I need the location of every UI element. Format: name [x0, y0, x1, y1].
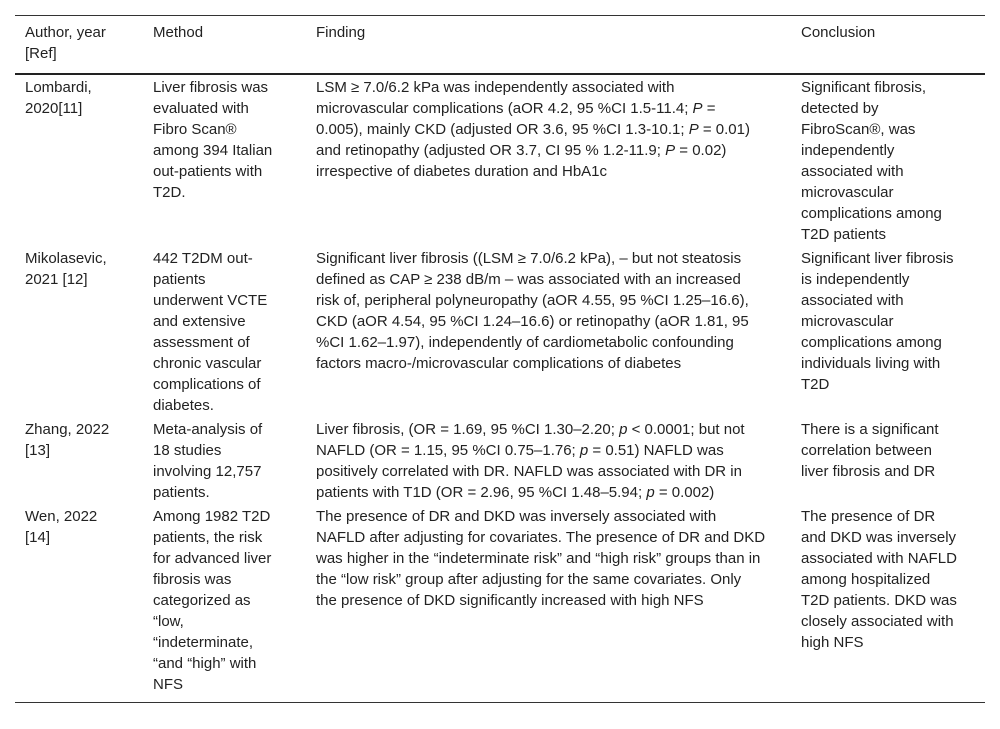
cell-conclusion: The presence of DR and DKD was inversely associated with NAFLD among hospitalized T2D patients. DKD was closely associated with high NFS — [801, 508, 957, 651]
table-header — [15, 16, 985, 75]
p-value-symbol: P — [665, 142, 676, 159]
finding-text: = 0.02) irrespective of diabetes duration and HbA1c — [316, 142, 727, 180]
header-finding: Finding — [316, 24, 366, 41]
header-method: Method — [153, 24, 204, 41]
header-conclusion: Conclusion — [801, 24, 876, 41]
finding-text: = 0.01) and retinopathy (adjusted OR 3.7, CI 95 % 1.2-11.9; — [316, 121, 750, 159]
cell-author: Lombardi, 2020[11] — [25, 79, 92, 117]
finding-text: = 0.002) — [654, 484, 715, 501]
finding-text: = 0.51) NAFLD was positively correlated with DR. NAFLD was associated with DR in patients with T1D (OR = 2.96, 95 %CI 1.48–5.94; — [316, 442, 742, 501]
p-value-symbol: p — [579, 442, 589, 459]
cell-finding — [316, 247, 801, 418]
p-value-symbol: P — [692, 100, 703, 117]
studies-table — [15, 15, 985, 703]
p-value-symbol: p — [619, 421, 628, 438]
cell-method: 442 T2DM out-patients underwent VCTE and extensive assessment of chronic vascular complications of diabetes. — [153, 250, 268, 414]
cell-conclusion: Significant liver fibrosis is independently associated with microvascular complications among individuals living with T2D — [801, 250, 954, 393]
studies-table-container — [15, 15, 985, 703]
table-body — [15, 74, 985, 703]
finding-text: = 0.005), mainly CKD (adjusted OR 3.6, 95 %CI 1.3-10.1; — [316, 100, 716, 138]
cell-finding — [316, 74, 801, 247]
finding-text: LSM ≥ 7.0/6.2 kPa was independently associated with microvascular complications (aOR 4.2, 95 %CI 1.5-11.4; — [316, 79, 693, 117]
cell-author: Mikolasevic, 2021 [12] — [25, 250, 107, 288]
cell-author: Wen, 2022 [14] — [25, 508, 98, 546]
header-row — [15, 16, 985, 75]
finding-text: < 0.0001; but not NAFLD (OR = 1.15, 95 %CI 0.75–1.76; — [316, 421, 745, 459]
finding-text: Liver fibrosis, (OR = 1.69, 95 %CI 1.30–2.20; — [316, 421, 620, 438]
finding-text: The presence of DR and DKD was inversely associated with NAFLD after adjusting for covariates. The presence of DR and DKD was higher in the “indeterminate risk” and “high risk” groups than in the “low risk” group after adjusting for the same covariates. Only the presence of DKD significantly increased with high NFS — [316, 508, 766, 609]
p-value-symbol: p — [646, 484, 655, 501]
cell-finding — [316, 418, 801, 505]
p-value-symbol: P — [688, 121, 699, 138]
table-row — [15, 418, 985, 505]
table-row — [15, 247, 985, 418]
header-author: Author, year [Ref] — [25, 24, 106, 62]
cell-conclusion: There is a significant correlation between liver fibrosis and DR — [801, 421, 939, 480]
cell-method: Among 1982 T2D patients, the risk for advanced liver fibrosis was categorized as “low, “indeterminate, “and “high” with NFS — [153, 508, 272, 693]
cell-method: Meta-analysis of 18 studies involving 12,757 patients. — [153, 421, 263, 501]
table-row — [15, 505, 985, 703]
finding-text: Significant liver fibrosis ((LSM ≥ 7.0/6.2 kPa), – but not steatosis defined as CAP ≥ 238 dB/m – was associated with an increased risk of, peripheral polyneuropathy (aOR 4.55, 95 %CI 1.25–16.6), CKD (aOR 4.54, 95 %CI 1.24–16.6) or retinopathy (aOR 1.81, 95 %CI 1.62–1.97), independently of cardiometabolic confounding factors macro-/microvascular complications of diabetes — [316, 250, 749, 372]
table-row — [15, 74, 985, 247]
cell-author: Zhang, 2022 [13] — [25, 421, 110, 459]
cell-conclusion: Significant fibrosis, detected by FibroScan®, was independently associated with microvascular complications among T2D patients — [801, 79, 942, 243]
cell-method: Liver fibrosis was evaluated with Fibro Scan® among 394 Italian out-patients with T2D. — [153, 79, 273, 201]
cell-finding — [316, 505, 801, 703]
